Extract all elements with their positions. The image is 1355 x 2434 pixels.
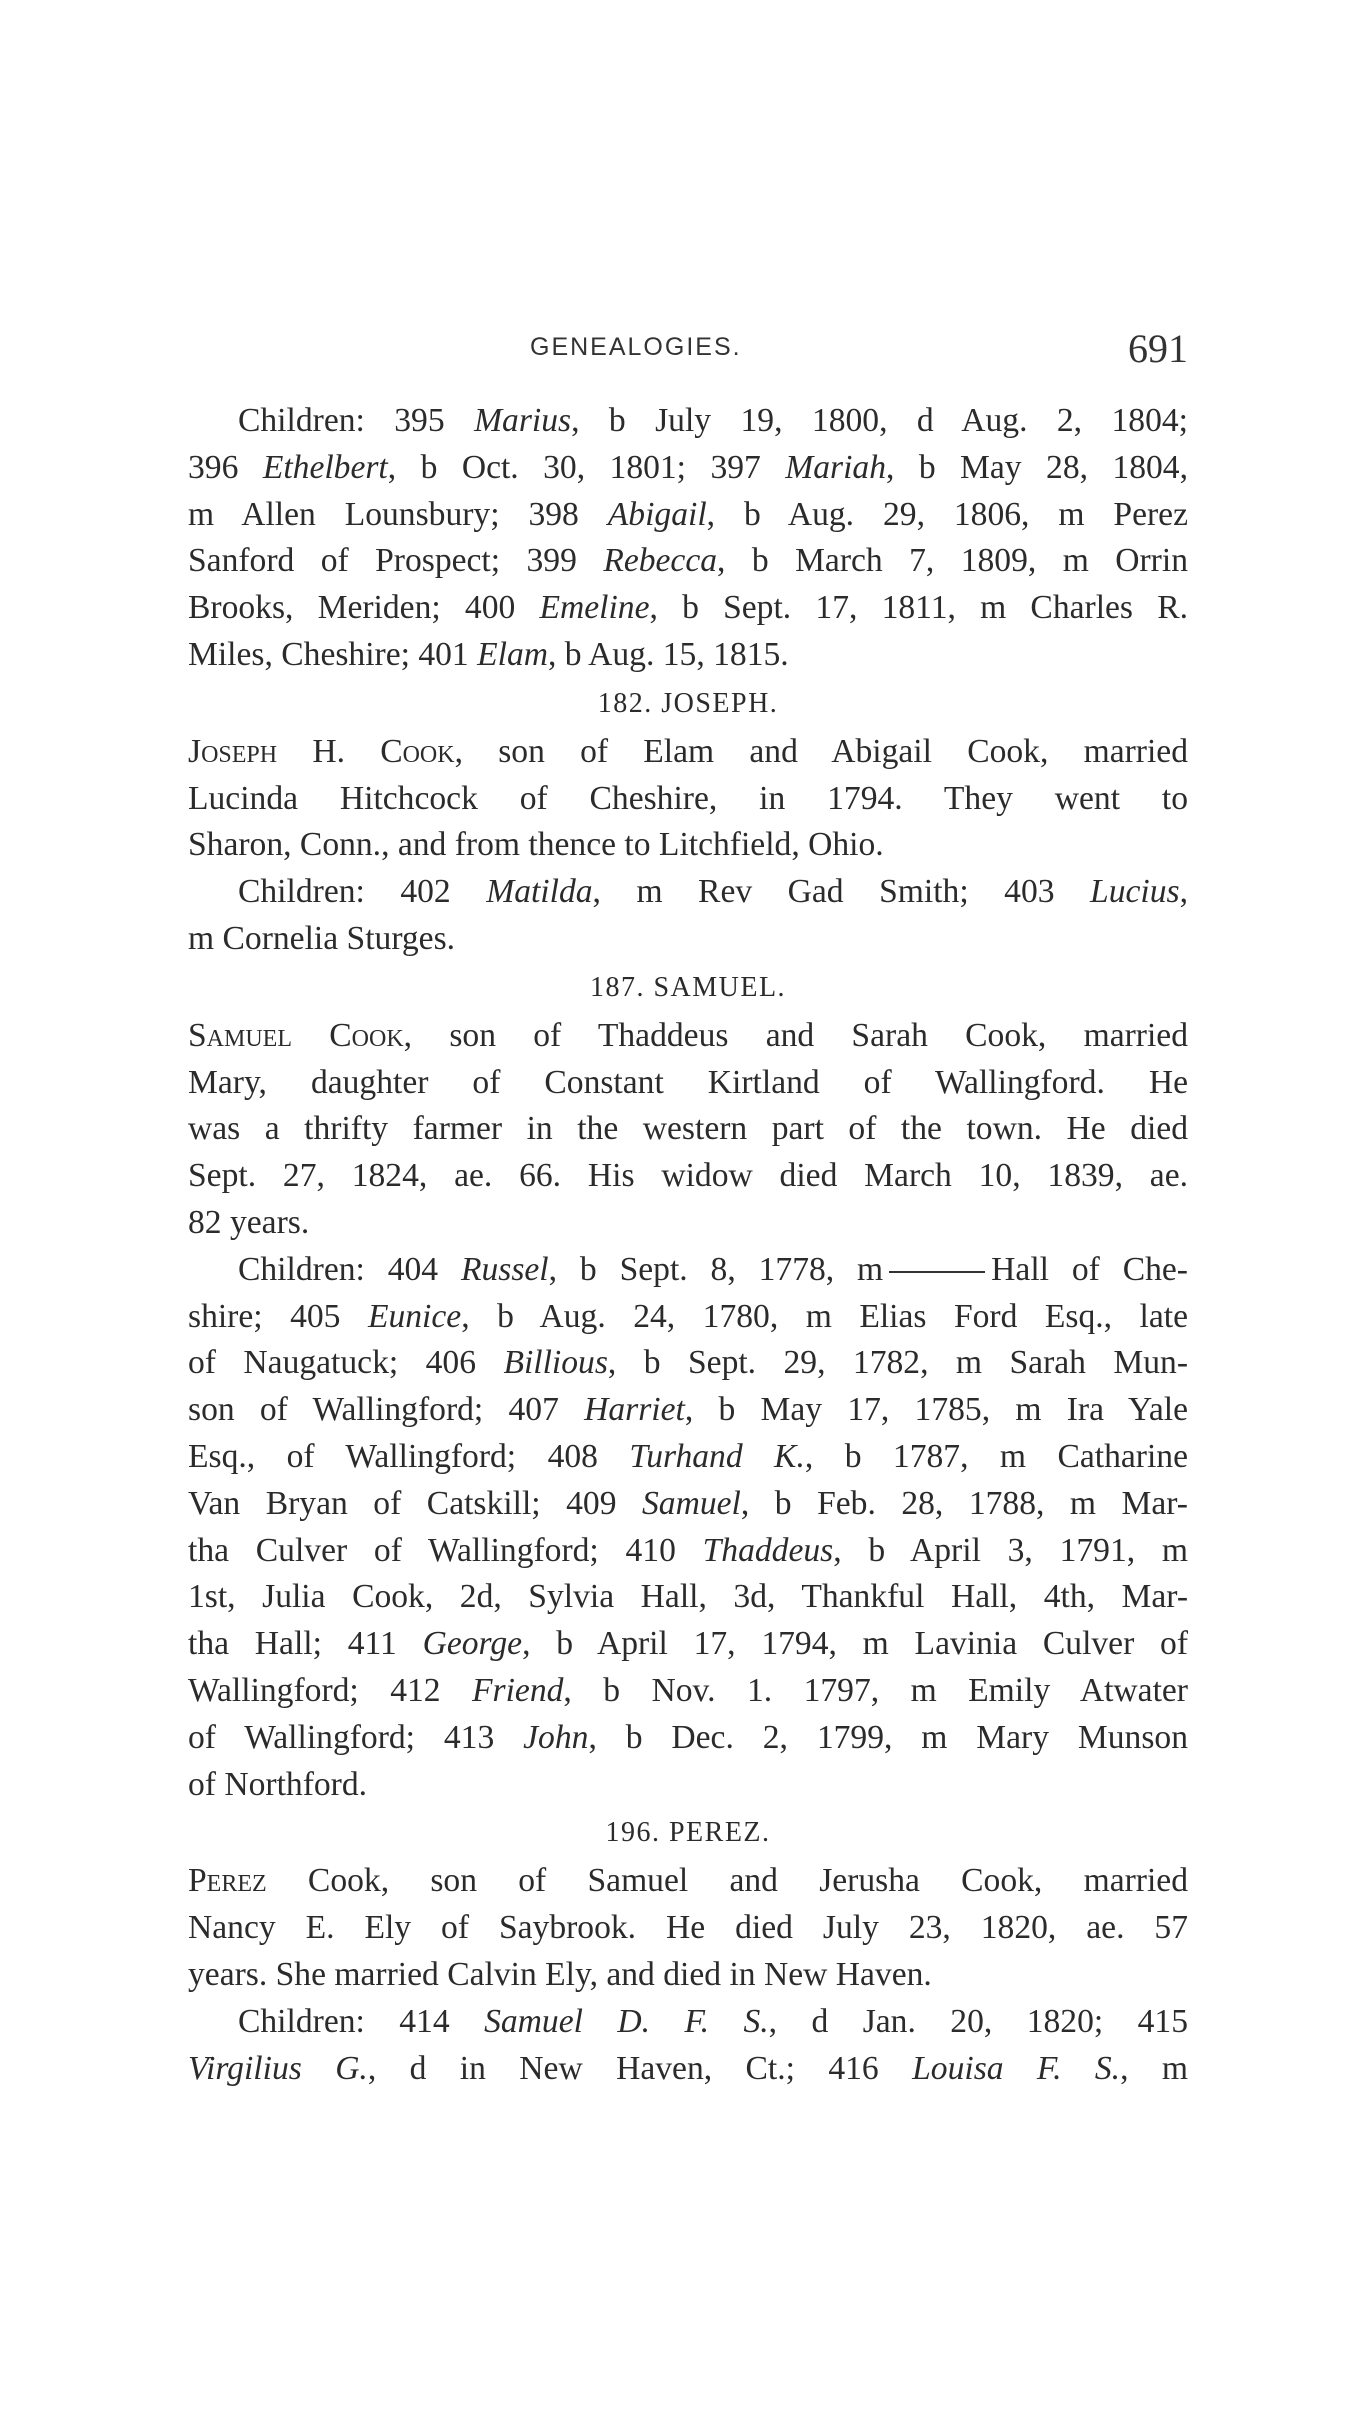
italic-name: Harriet [584, 1391, 685, 1429]
text-run: Miles, Cheshire; 401 [188, 635, 478, 673]
text-line [188, 585, 1188, 632]
text-line [188, 1668, 1188, 1715]
text-run: , b Sept. 17, 1811, m Charles R. [649, 589, 1188, 627]
text-run: Esq., of Wallingford; 408 [188, 1437, 630, 1475]
italic-name: Matilda [486, 873, 593, 911]
text-run: Children: 414 [238, 2002, 485, 2040]
text-line [188, 1387, 1188, 1434]
text-line [188, 632, 1188, 679]
text-run: 396 [188, 448, 263, 486]
text-line [188, 398, 1188, 445]
text-run: of Northford. [188, 1765, 368, 1803]
paragraph [188, 869, 1188, 963]
text-line [188, 729, 1188, 776]
text-line [188, 2046, 1188, 2093]
page-header [188, 325, 1188, 385]
text-run: 1st, Julia Cook, 2d, Sylvia Hall, 3d, Thankful Hall, 4th, Mar- [188, 1578, 1188, 1616]
text-run: of Naugatuck; 406 [188, 1344, 504, 1382]
section-heading: 187. SAMUEL. [589, 971, 787, 1003]
text-run: m Allen Lounsbury; 398 [188, 495, 608, 533]
text-run: , [1179, 873, 1188, 911]
paragraph [188, 1858, 1188, 1998]
italic-name: Ethelbert [262, 448, 388, 486]
text-line [188, 776, 1188, 823]
text-line [188, 1858, 1188, 1905]
text-run: tha Culver of Wallingford; 410 [188, 1531, 703, 1569]
text-run: son of Wallingford; 407 [188, 1391, 585, 1429]
text-line [188, 1340, 1188, 1387]
page-body [188, 398, 1188, 2092]
text-run: tha Hall; 411 [188, 1625, 423, 1663]
text-run: , b Nov. 1. 1797, m Emily Atwater [563, 1671, 1188, 1709]
text-line [188, 1294, 1188, 1341]
text-line [188, 916, 1188, 963]
italic-name: Samuel [642, 1484, 741, 1522]
italic-name: Eunice [367, 1297, 462, 1335]
text-run: shire; 405 [188, 1297, 368, 1335]
text-run: Children: 402 [238, 873, 487, 911]
text-run: Brooks, Meriden; 400 [188, 589, 540, 627]
text-run: Cook, son of Samuel and Jerusha Cook, married [266, 1862, 1188, 1900]
italic-name: Rebecca [603, 542, 718, 580]
blank-dash [889, 1271, 985, 1273]
text-run: , d Jan. 20, 1820; 415 [768, 2002, 1188, 2040]
text-line [188, 1999, 1188, 2046]
text-line [188, 1247, 1188, 1294]
text-run: , b Sept. 8, 1778, m [548, 1250, 884, 1288]
italic-name: Turhand K. [629, 1437, 805, 1475]
italic-name: George [422, 1625, 523, 1663]
text-line [188, 1481, 1188, 1528]
text-run: Children: 404 [238, 1250, 461, 1288]
section-heading: 196. PEREZ. [605, 1817, 771, 1849]
text-line [188, 1762, 1188, 1809]
text-line [188, 1013, 1188, 1060]
text-run: Samuel Cook [188, 1016, 404, 1054]
italic-name: Virgilius G. [188, 2049, 368, 2087]
text-run: , b Oct. 30, 1801; 397 [387, 448, 786, 486]
italic-name: Billious [503, 1344, 608, 1382]
text-line [188, 1621, 1188, 1668]
text-run: Nancy E. Ely of Saybrook. He died July 23, 1820, ae. 57 [188, 1909, 1188, 1947]
paragraph [188, 1013, 1188, 1247]
text-run: , b April 3, 1791, m [833, 1531, 1188, 1569]
text-run: Sept. 27, 1824, ae. 66. His widow died March 10, 1839, ae. [188, 1157, 1188, 1195]
text-run: Joseph H. Cook [188, 732, 455, 770]
italic-name: Emeline [539, 589, 650, 627]
text-run: , b Feb. 28, 1788, m Mar- [740, 1484, 1188, 1522]
text-run: , b Dec. 2, 1799, m Mary Munson [588, 1718, 1188, 1756]
italic-name: Abigail [607, 495, 707, 533]
text-line [188, 1153, 1188, 1200]
text-run: , d in New Haven, Ct.; 416 [367, 2049, 913, 2087]
italic-name: Louisa F. S. [912, 2049, 1121, 2087]
text-run: , b April 17, 1794, m Lavinia Culver of [522, 1625, 1188, 1663]
text-line [188, 1200, 1188, 1247]
text-run: Children: 395 [238, 402, 475, 439]
text-run: Sanford of Prospect; 399 [188, 542, 604, 580]
text-run: , son of Elam and Abigail Cook, married [454, 732, 1188, 770]
text-line [188, 492, 1188, 539]
text-run: was a thrifty farmer in the western part of the town. He died [188, 1110, 1188, 1148]
italic-name: Russel [460, 1250, 549, 1288]
text-line [188, 1434, 1188, 1481]
text-run: , b Aug. 15, 1815. [548, 635, 789, 673]
text-line [188, 445, 1188, 492]
text-run: Sharon, Conn., and from thence to Litchfield, Ohio. [188, 826, 884, 864]
text-line [188, 1060, 1188, 1107]
text-line [188, 1106, 1188, 1153]
text-line [188, 822, 1188, 869]
text-run: , son of Thaddeus and Sarah Cook, married [403, 1016, 1188, 1054]
text-run: , b March 7, 1809, m Orrin [717, 542, 1188, 580]
text-run: 82 years. [188, 1203, 310, 1241]
text-line [188, 1952, 1188, 1999]
italic-name: John [523, 1718, 589, 1756]
text-run: , b July 19, 1800, d Aug. 2, 1804; [571, 402, 1188, 439]
italic-name: Lucius [1090, 873, 1180, 911]
page-number: 691 [1128, 326, 1188, 371]
text-run: of Wallingford; 413 [188, 1718, 524, 1756]
text-run: , m [1120, 2049, 1188, 2087]
italic-name: Elam [477, 635, 549, 673]
paragraph [188, 1999, 1188, 2093]
text-run: , b Aug. 24, 1780, m Elias Ford Esq., late [461, 1297, 1188, 1335]
text-line [188, 869, 1188, 916]
text-run: , m Rev Gad Smith; 403 [592, 873, 1091, 911]
section-heading: 182. JOSEPH. [597, 687, 779, 719]
italic-name: Friend [472, 1671, 564, 1709]
italic-name: Thaddeus [702, 1531, 834, 1569]
running-head: GENEALOGIES. [530, 333, 742, 361]
italic-name: Samuel D. F. S. [484, 2002, 769, 2040]
text-run: , b May 28, 1804, [886, 448, 1188, 486]
text-run: , b May 17, 1785, m Ira Yale [684, 1391, 1188, 1429]
text-run: , b Aug. 29, 1806, m Perez [706, 495, 1188, 533]
text-run: years. She married Calvin Ely, and died in New Haven. [188, 1955, 932, 1993]
text-line [188, 1574, 1188, 1621]
text-run: Lucinda Hitchcock of Cheshire, in 1794. They went to [188, 779, 1188, 817]
paragraph [188, 1247, 1188, 1809]
text-line [188, 538, 1188, 585]
text-run: Hall of Che- [991, 1250, 1188, 1288]
text-run: Van Bryan of Catskill; 409 [188, 1484, 642, 1522]
paragraph [188, 729, 1188, 869]
text-run: , b Sept. 29, 1782, m Sarah Mun- [607, 1344, 1188, 1382]
text-line [188, 1905, 1188, 1952]
text-run: m Cornelia Sturges. [188, 919, 456, 957]
text-line [188, 1715, 1188, 1762]
text-run: Wallingford; 412 [188, 1671, 473, 1709]
text-run: , b 1787, m Catharine [804, 1437, 1188, 1475]
paragraph [188, 398, 1188, 679]
text-run: Mary, daughter of Constant Kirtland of Wallingford. He [188, 1063, 1188, 1101]
text-run: Perez [188, 1862, 267, 1900]
italic-name: Marius [474, 402, 572, 439]
italic-name: Mariah [785, 448, 886, 486]
text-line [188, 1528, 1188, 1575]
